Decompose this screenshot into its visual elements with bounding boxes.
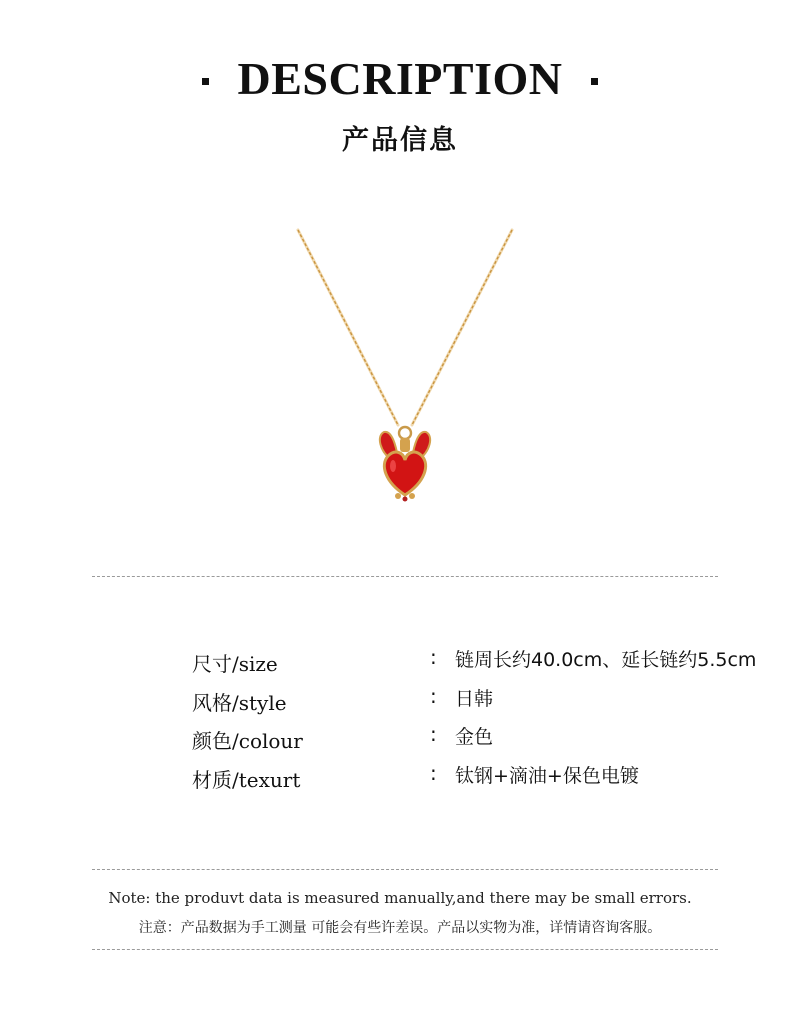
product-image (280, 220, 530, 510)
spec-label: 尺寸/size (192, 652, 278, 676)
spec-label: 颜色/colour (192, 729, 303, 753)
header (0, 52, 800, 157)
spec-row-style (0, 684, 800, 717)
title-row (0, 52, 800, 106)
note-chinese: 注意：产品数据为手工测量 可能会有些许差误。产品以实物为准，详情请咨询客服。 (138, 920, 662, 936)
spec-row-size (0, 645, 800, 678)
top-divider (92, 576, 718, 577)
necklace-icon (280, 220, 530, 510)
right-bullet-icon (591, 78, 598, 85)
spec-value: 钛钢+滴油+保色电镀 (455, 765, 639, 787)
spec-row-material (0, 761, 800, 794)
spec-colon: : (430, 722, 437, 746)
spec-colon: : (430, 761, 437, 785)
spec-label: 风格/style (192, 691, 287, 715)
spec-label: 材质/texurt (192, 768, 301, 792)
note-bottom-divider (92, 949, 718, 950)
note-top-divider (92, 869, 718, 870)
spec-value: 金色 (455, 726, 494, 748)
page-subtitle: 产品信息 (342, 125, 458, 156)
spec-row-colour (0, 722, 800, 755)
page-title: DESCRIPTION (237, 53, 563, 104)
spec-value: 日韩 (455, 688, 494, 710)
left-bullet-icon (202, 78, 209, 85)
spec-colon: : (430, 645, 437, 669)
note-english: Note: the produvt data is measured manually,and there may be small errors. (108, 889, 692, 907)
spec-value: 链周长约40.0cm、延长链约5.5cm (455, 649, 757, 671)
spec-colon: : (430, 684, 437, 708)
